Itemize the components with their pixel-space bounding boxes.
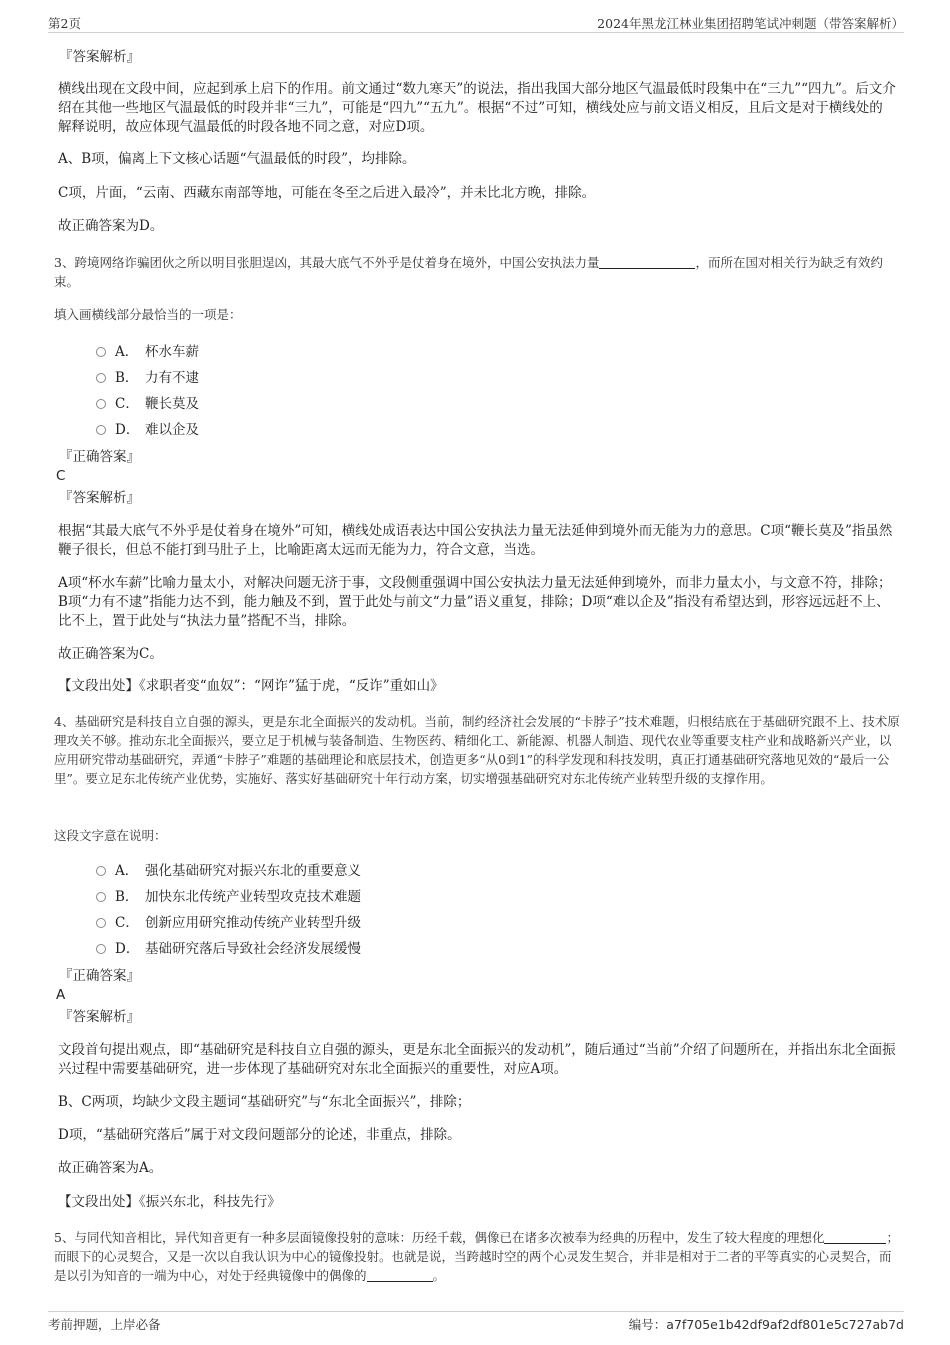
- document-title: 2024年黑龙江林业集团招聘笔试冲刺题（带答案解析）: [597, 16, 904, 31]
- q4-stem: 4、基础研究是科技自立自强的源头，更是东北全面振兴的发动机。当前，制约经济社会发展的“卡脖子”技术难题，归根结底在于基础研究跟不上、技术原理攻关不够。推动东北全面振兴，要立足于机械与装备制造、生物医药、精细化工、新能源、机器人制造、现代农业等重要支柱产业和战略新兴产业，以应用研究带动基础研究，弄通“卡脖子”难题的基础理论和底层技术，创造更多“从0到1”的科学发现和科技发明，真正打通基础研究落地见效的“最后一公里”。要立足东北传统产业优势，实施好、落实好基础研究十年行动方案，切实增强基础研究对东北传统产业转型升级的支撑作用。: [54, 714, 900, 786]
- q4-analysis-label: 『答案解析』: [59, 1009, 140, 1025]
- option-key: B．: [115, 370, 139, 386]
- page-header: [48, 12, 904, 33]
- q2-analysis-p4: 故正确答案为D。: [58, 218, 164, 234]
- option-key: D．: [115, 422, 140, 438]
- q3-analysis-label: 『答案解析』: [59, 490, 140, 506]
- q3-blank: [599, 255, 695, 269]
- q2-analysis-label: 『答案解析』: [59, 49, 140, 65]
- option-key: A．: [115, 344, 139, 360]
- q5-blank-2: [367, 1268, 433, 1282]
- option-key: C．: [115, 396, 139, 412]
- page-footer: [48, 1311, 904, 1334]
- q4-source: 【文段出处】《振兴东北，科技先行》: [58, 1194, 281, 1210]
- q4-prompt: 这段文字意在说明：: [54, 828, 167, 843]
- radio-icon[interactable]: [96, 347, 106, 357]
- q3-analysis-p3: 故正确答案为C。: [58, 646, 163, 662]
- q4-answer: A: [56, 987, 66, 1003]
- q5-stem-text-2: ；而眼下的心灵契合，又是一次以自我认识为中心的镜像投射。也就是说，当跨越时空的两个心灵发生契合，并非是相对于二者的平等真实的心灵契合，而是以引为知音的一端为中心，对处于经典镜像中的偶像的: [54, 1230, 899, 1283]
- option-key: C．: [115, 915, 139, 931]
- radio-icon[interactable]: [96, 866, 106, 876]
- q4-analysis-p1: 文段首句提出观点，即“基础研究是科技自立自强的源头，更是东北全面振兴的发动机”，随后通过“当前”介绍了问题所在，并指出东北全面振兴过程中需要基础研究，进一步体现了基础研究对东北全面振兴的重要性，对应A项。: [58, 1042, 896, 1077]
- document-code: 编号：a7f705e1b42df9af2df801e5c727ab7d: [628, 1317, 904, 1332]
- q3-option-a[interactable]: [96, 343, 199, 361]
- option-key: B．: [115, 889, 139, 905]
- q3-option-b[interactable]: [96, 369, 199, 387]
- q2-analysis-p2: A、B项，偏离上下文核心话题“气温最低的时段”，均排除。: [58, 151, 416, 167]
- option-key: D．: [115, 941, 140, 957]
- q4-analysis-p2: B、C两项，均缺少文段主题词“基础研究”与“东北全面振兴”，排除；: [58, 1094, 471, 1110]
- radio-icon[interactable]: [96, 425, 106, 435]
- q4-analysis-p4: 故正确答案为A。: [58, 1160, 163, 1176]
- page-number: 第2页: [48, 16, 81, 31]
- q4-option-b[interactable]: [96, 888, 361, 906]
- q4-option-d[interactable]: [96, 940, 361, 958]
- option-key: A．: [115, 863, 139, 879]
- q5-stem: [54, 1228, 902, 1285]
- q3-stem: [54, 253, 902, 291]
- q4-correct-label: 『正确答案』: [59, 968, 140, 984]
- q5-stem-text-1: 5、与同代知音相比，异代知音更有一种多层面镜像投射的意味：历经千载，偶像已在诸多次被奉为经典的历程中，发生了较大程度的理想化: [54, 1230, 825, 1245]
- q5-stem-text-3: 。: [432, 1268, 446, 1283]
- q5-blank-1: [824, 1230, 886, 1244]
- q4-option-c[interactable]: [96, 914, 361, 932]
- q3-analysis-p2: A项“杯水车薪”比喻力量太小，对解决问题无济于事，文段侧重强调中国公安执法力量无法延伸到境外，而非力量太小，与文意不符，排除；B项“力有不逮”指能力达不到，能力触及不到，置于此处与前文“力量”语义重复，排除；D项“难以企及”指没有希望达到，形容远远赶不上、比不上，置于此处与“执法力量”搭配不当，排除。: [58, 575, 892, 629]
- option-text: 强化基础研究对振兴东北的重要意义: [145, 863, 361, 879]
- q3-stem-text-2: ，而所在国对相关行为缺乏有效约束。: [54, 255, 883, 289]
- q3-answer: C: [56, 468, 66, 484]
- radio-icon[interactable]: [96, 918, 106, 928]
- q2-analysis-p3: C项，片面，“云南、西藏东南部等地，可能在冬至之后进入最冷”，并未比北方晚，排除。: [58, 185, 596, 201]
- radio-icon[interactable]: [96, 373, 106, 383]
- q3-stem-text-1: 3、跨境网络诈骗团伙之所以明目张胆逞凶，其最大底气不外乎是仗着身在境外，中国公安执法力量: [54, 255, 600, 270]
- radio-icon[interactable]: [96, 399, 106, 409]
- q4-analysis-p3: D项，“基础研究落后”属于对文段问题部分的论述，非重点，排除。: [58, 1127, 461, 1143]
- q3-prompt: 填入画横线部分最恰当的一项是：: [54, 307, 242, 322]
- radio-icon[interactable]: [96, 892, 106, 902]
- footer-slogan: 考前押题，上岸必备: [48, 1317, 161, 1332]
- q4-option-a[interactable]: [96, 862, 361, 880]
- option-text: 加快东北传统产业转型攻克技术难题: [145, 889, 361, 905]
- q3-option-c[interactable]: [96, 395, 199, 413]
- q3-option-d[interactable]: [96, 421, 199, 439]
- option-text: 鞭长莫及: [145, 396, 199, 412]
- option-text: 基础研究落后导致社会经济发展缓慢: [145, 941, 361, 957]
- option-text: 创新应用研究推动传统产业转型升级: [145, 915, 361, 931]
- q3-correct-label: 『正确答案』: [59, 449, 140, 465]
- radio-icon[interactable]: [96, 944, 106, 954]
- option-text: 难以企及: [145, 422, 199, 438]
- q3-analysis-p1: 根据“其最大底气不外乎是仗着身在境外”可知，横线处成语表达中国公安执法力量无法延伸到境外而无能为力的意思。C项“鞭长莫及”指虽然鞭子很长，但总不能打到马肚子上，比喻距离太远而无能为力，符合文意，当选。: [58, 523, 893, 558]
- q2-analysis-p1: 横线出现在文段中间，应起到承上启下的作用。前文通过“数九寒天”的说法，指出我国大部分地区气温最低时段集中在“三九”“四九”。后文介绍在其他一些地区气温最低的时段并非“三九”，可能是“四九”“五九”。根据“不过”可知，横线处应与前文语义相反，且后文是对于横线处的解释说明，故应体现气温最低的时段各地不同之意，对应D项。: [58, 81, 896, 135]
- option-text: 力有不逮: [145, 370, 199, 386]
- option-text: 杯水车薪: [145, 344, 199, 360]
- q3-source: 【文段出处】《求职者变“血奴”：“网诈”猛于虎，“反诈”重如山》: [58, 678, 444, 694]
